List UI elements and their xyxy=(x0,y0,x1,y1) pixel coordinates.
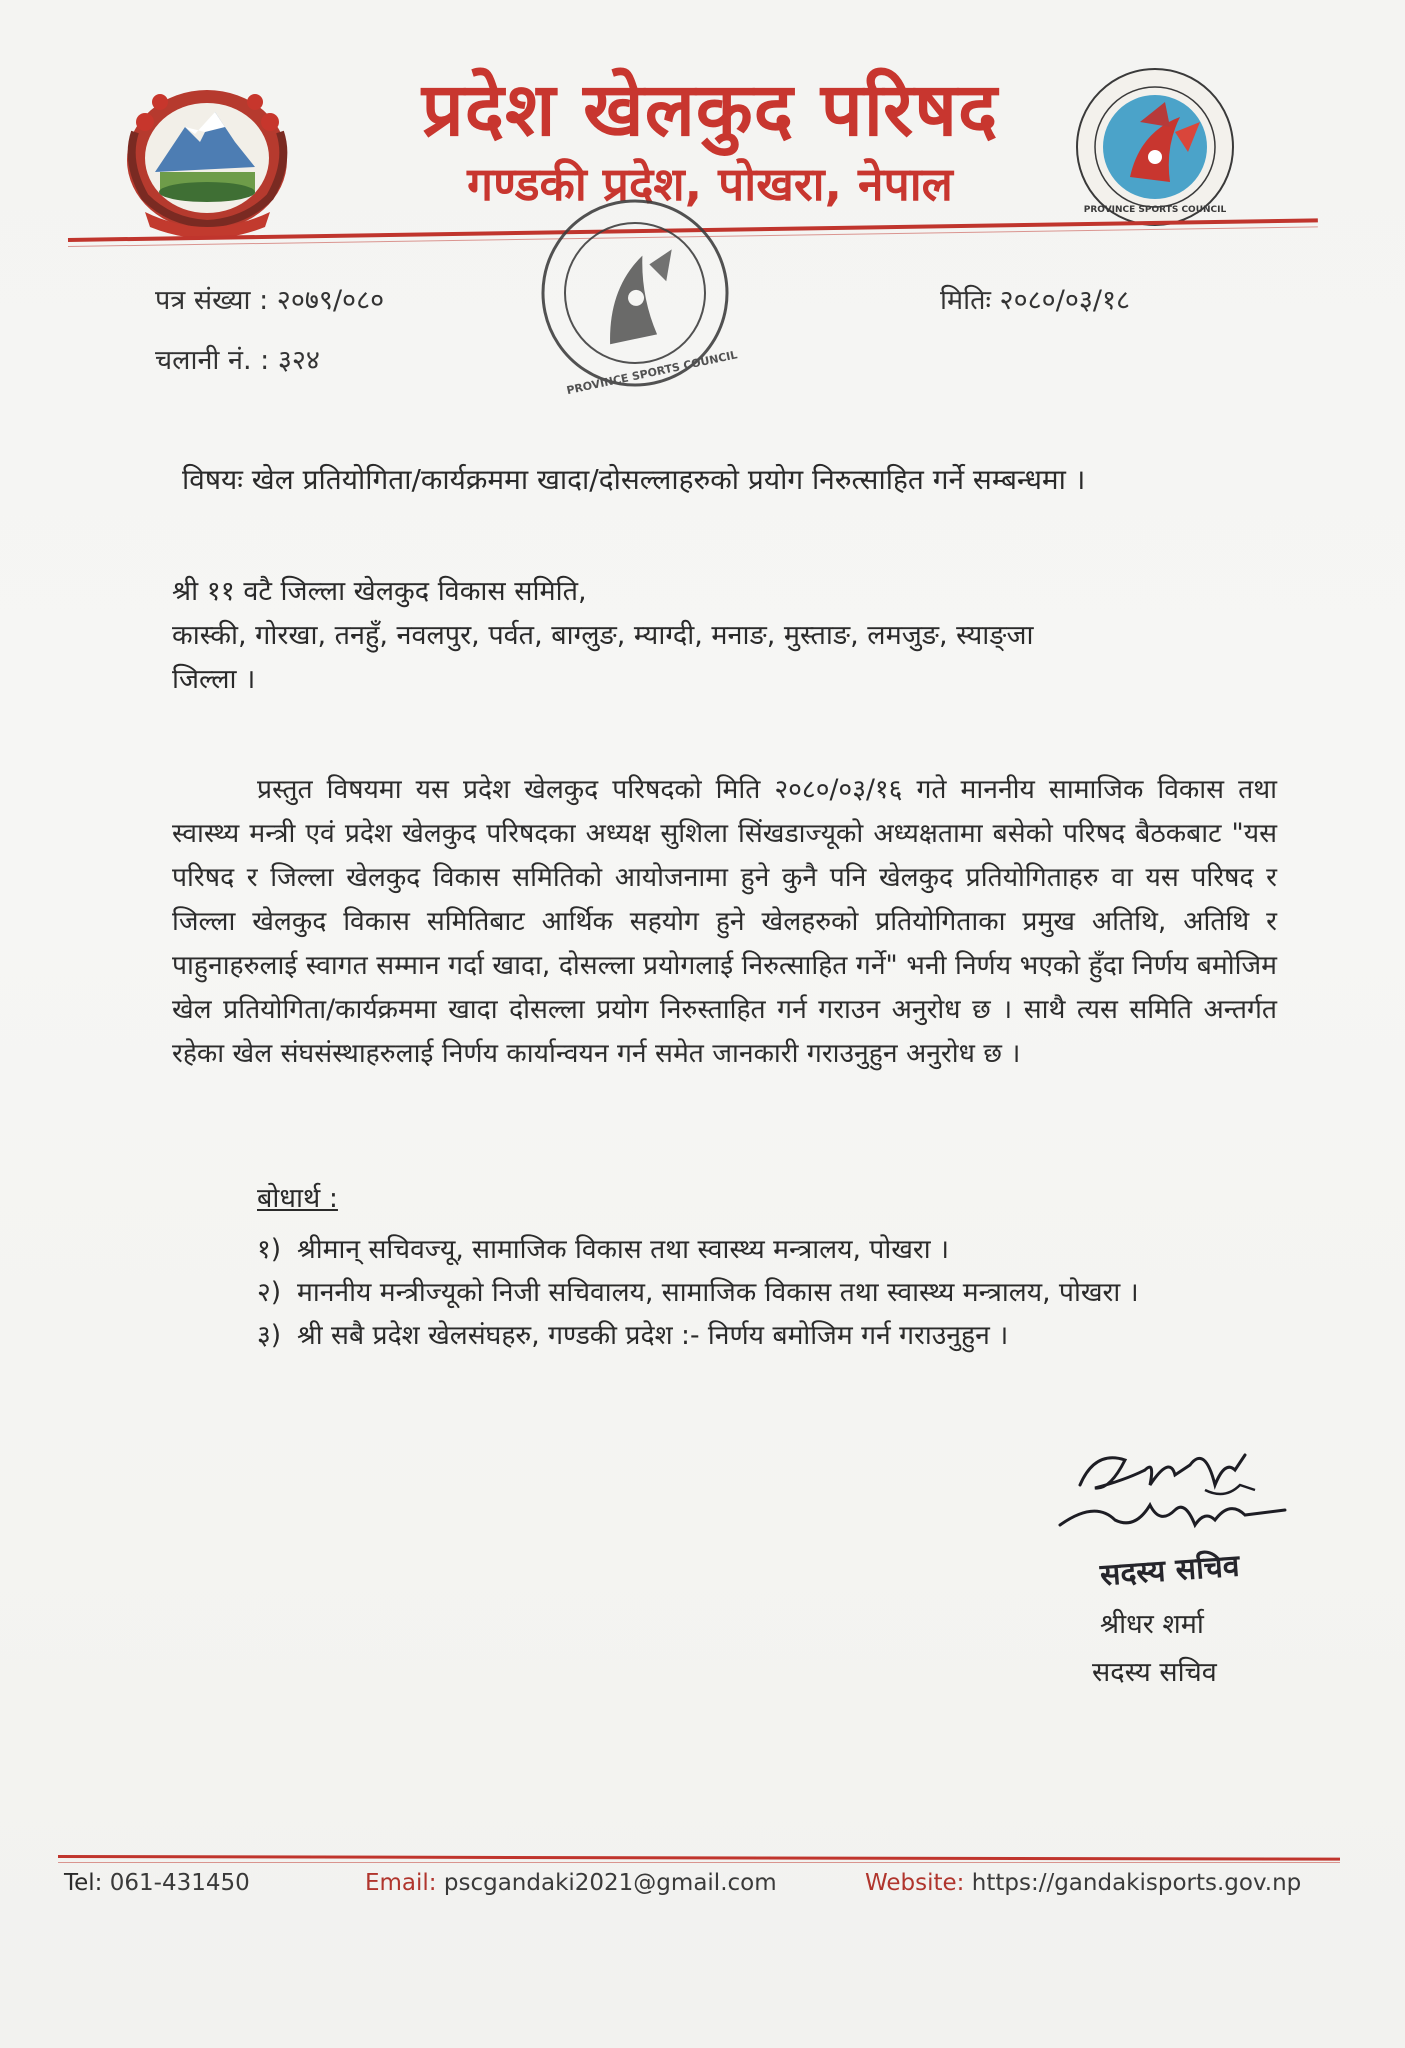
cc-heading: बोधार्थ : xyxy=(257,1183,338,1214)
nepal-emblem-icon xyxy=(115,72,300,237)
cc-item xyxy=(257,1314,1282,1357)
official-seal-stamp-icon xyxy=(530,188,740,398)
footer-divider-thin xyxy=(58,1862,1340,1863)
signer-title: सदस्य सचिव xyxy=(1092,1657,1217,1688)
cc-item-number: १) xyxy=(257,1234,282,1265)
signer-name: श्रीधर शर्मा xyxy=(1100,1609,1204,1640)
footer-divider xyxy=(58,1855,1340,1861)
recipient-line-2: कास्की, गोरखा, तनहुँ, नवलपुर, पर्वत, बाग्लुङ, म्याग्दी, मनाङ, मुस्ताङ, लमजुङ, स्याङ्जा xyxy=(172,620,1034,651)
council-address-heading: गण्डकी प्रदेश, पोखरा, नेपाल xyxy=(467,157,953,211)
cc-item xyxy=(257,1228,1282,1271)
recipient-block xyxy=(172,570,1282,702)
footer-email-value[interactable]: pscgandaki2021@gmail.com xyxy=(443,1870,777,1896)
province-sports-council-logo-icon xyxy=(1070,62,1240,232)
footer-phone xyxy=(64,1870,250,1896)
footer-phone-label: Tel: xyxy=(64,1870,103,1896)
footer-email-label: Email: xyxy=(365,1870,437,1896)
signature-stamp-text: सदस्य सचिव xyxy=(1098,1548,1241,1594)
handwritten-signature-icon xyxy=(1055,1430,1295,1600)
cc-list xyxy=(257,1228,1282,1357)
footer-website-link[interactable]: https://gandakisports.gov.np xyxy=(971,1870,1302,1896)
cc-item xyxy=(257,1271,1282,1314)
letter-number: पत्र संख्या : २०७९/०८० xyxy=(155,285,385,316)
footer-website-label: Website: xyxy=(865,1870,965,1896)
dispatch-number: चलानी नं. : ३२४ xyxy=(155,345,320,376)
cc-item-number: ३) xyxy=(257,1320,282,1351)
letter-subject: विषयः खेल प्रतियोगिता/कार्यक्रममा खादा/दोसल्लाहरुको प्रयोग निरुत्साहित गर्ने सम्बन्धमा । xyxy=(182,463,1086,496)
cc-item-text: माननीय मन्त्रीज्यूको निजी सचिवालय, सामाजिक विकास तथा स्वास्थ्य मन्त्रालय, पोखरा । xyxy=(297,1277,1139,1308)
recipient-line-3: जिल्ला । xyxy=(172,664,256,695)
council-name-heading: प्रदेश खेलकुद परिषद xyxy=(421,67,999,153)
cc-item-text: श्रीमान् सचिवज्यू, सामाजिक विकास तथा स्वास्थ्य मन्त्रालय, पोखरा । xyxy=(297,1234,950,1265)
footer-phone-value: 061-431450 xyxy=(109,1870,250,1896)
cc-item-text: श्री सबै प्रदेश खेलसंघहरु, गण्डकी प्रदेश :- निर्णय बमोजिम गर्न गराउनुहुन । xyxy=(297,1320,1009,1351)
letter-date: मितिः २०८०/०३/१८ xyxy=(940,285,1131,316)
letter-body: प्रस्तुत विषयमा यस प्रदेश खेलकुद परिषदको मिति २०८०/०३/१६ गते माननीय सामाजिक विकास तथा स्वास्थ्य मन्त्री एवं प्रदेश खेलकुद परिषदका अध्यक्ष सुशिला सिंखडाज्यूको अध्यक्षतामा बसेको परिषद बैठकबाट "यस परिषद र जिल्ला खेलकुद विकास समितिको आयोजनामा हुने कुनै पनि खेलकुद प्रतियोगिताहरु वा यस परिषद र जिल्ला खेलकुद विकास समितिबाट आर्थिक सहयोग हुने खेलहरुको प्रतियोगिताका प्रमुख अतिथि, अतिथि र पाहुनाहरुलाई स्वागत सम्मान गर्दा खादा, दोसल्ला प्रयोगलाई निरुत्साहित गर्ने" भनी निर्णय भएको हुँदा निर्णय बमोजिम खेल प्रतियोगिता/कार्यक्रममा खादा दोसल्ला प्रयोग निरुस्ताहित गर्न गराउन अनुरोध छ । साथै त्यस समिति अन्तर्गत रहेका खेल संघसंस्थाहरुलाई निर्णय कार्यान्वयन गर्न समेत जानकारी गराउनुहुन अनुरोध छ । xyxy=(172,774,1277,1069)
seal-caption: PROVINCE SPORTS COUNCIL xyxy=(565,348,739,398)
footer-website xyxy=(865,1870,1301,1896)
recipient-line-1: श्री ११ वटै जिल्ला खेलकुद विकास समिति, xyxy=(172,576,587,607)
logo-caption: PROVINCE SPORTS COUNCIL xyxy=(1083,205,1227,215)
cc-item-number: २) xyxy=(257,1277,282,1308)
footer-email xyxy=(365,1870,777,1896)
